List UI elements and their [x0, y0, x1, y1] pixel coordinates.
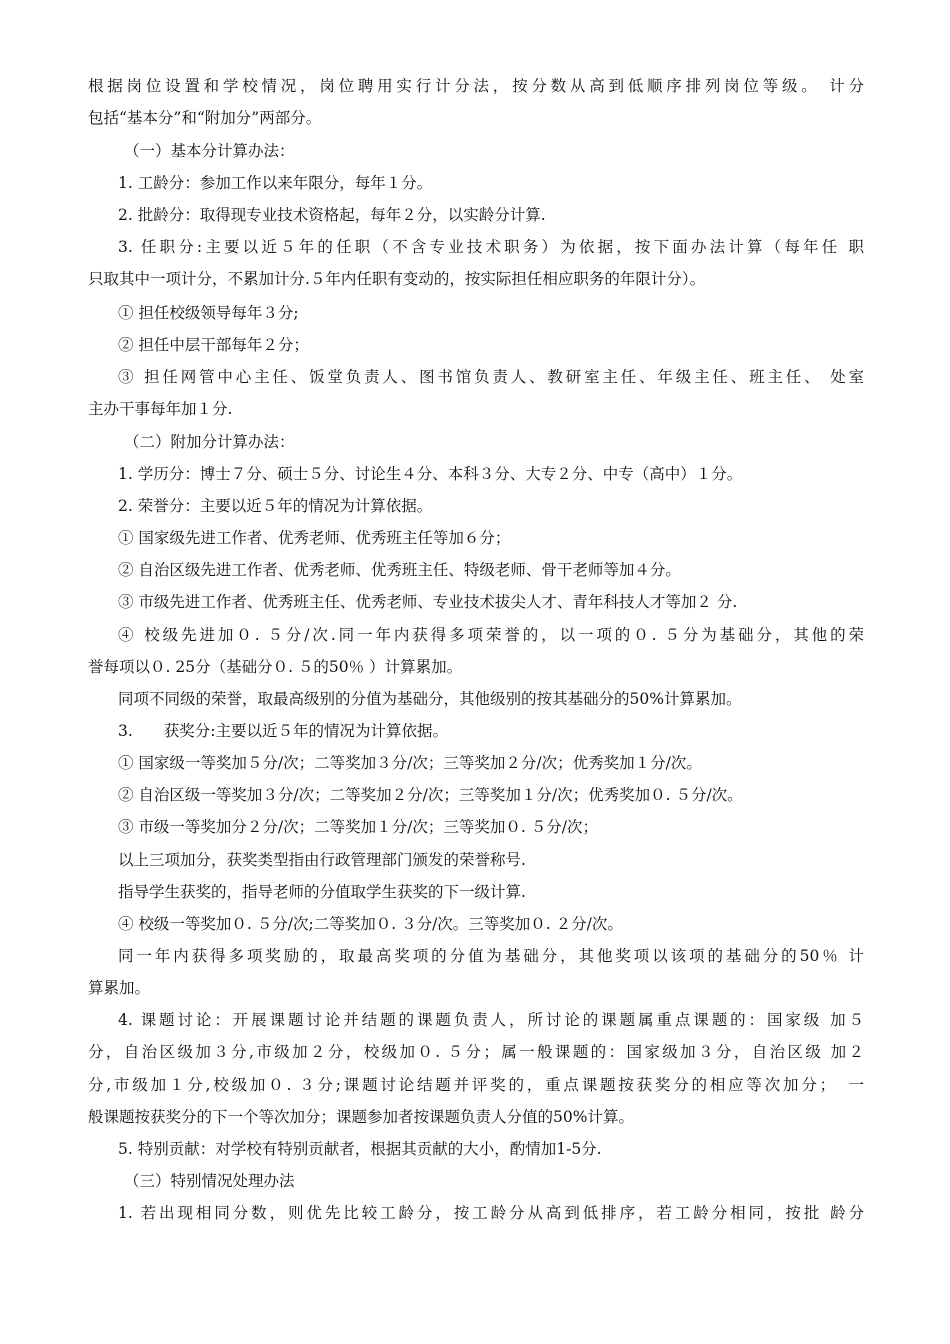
item-seniority-score: 1. 工龄分：参加工作以来年限分，每年１分。 [118, 174, 433, 192]
subitem-other-posts-line-1: ③ 担任网管中心主任、饭堂负责人、图书馆负责人、教研室主任、年级主任、班主任、 处室 [118, 368, 864, 386]
paragraph-intro-line-1: 根据岗位设置和学校情况，岗位聘用实行计分法，按分数从高到低顺序排列岗位等级。 计分 [88, 77, 864, 95]
item-special-contribution: 5. 特别贡献：对学校有特别贡献者，根据其贡献的大小，酌情加1-5分. [118, 1140, 602, 1158]
section-heading-special-cases: （三）特别情况处理办法 [124, 1172, 295, 1190]
note-same-honor-levels: 同项不同级的荣誉，取最高级别的分值为基础分，其他级别的按其基础分的50%计算累加。 [118, 690, 742, 708]
note-award-types: 以上三项加分，获奖类型指由行政管理部门颁发的荣誉称号. [118, 851, 526, 869]
item-research-line-2: 分，自治区级加３分,市级加２分，校级加０. ５分；属一般课题的：国家级加３分，自治区级 加２ [88, 1043, 864, 1061]
subitem-city-honor: ③ 市级先进工作者、优秀班主任、优秀老师、专业技术拔尖人才、青年科技人才等加２ 分. [118, 593, 738, 611]
note-multiple-awards-line-2: 算累加。 [88, 979, 151, 997]
item-title-age-score: 2. 批龄分：取得现专业技术资格起，每年２分，以实龄分计算. [118, 206, 546, 224]
item-research-line-1: 4. 课题讨论：开展课题讨论并结题的课题负责人，所讨论的课题属重点课题的：国家级 加５ [118, 1011, 864, 1029]
item-position-score-line-2: 只取其中一项计分，不累加计分.５年内任职有变动的，按实际担任相应职务的年限计分）。 [88, 270, 706, 288]
item-award-score: 3. 获奖分:主要以近５年的情况为计算依据。 [118, 722, 449, 740]
subitem-school-honor-line-1: ④ 校级先进加０. ５分/次.同一年内获得多项荣誉的，以一项的０. ５分为基础分，其他的荣 [118, 626, 864, 644]
subitem-national-honor: ① 国家级先进工作者、优秀老师、优秀班主任等加６分； [118, 529, 511, 547]
section-heading-basic-score: （一）基本分计算办法： [124, 142, 295, 160]
item-research-line-4: 般课题按获奖分的下一个等次加分；课题参加者按课题负责人分值的50%计算。 [88, 1108, 634, 1126]
subitem-school-leader: ① 担任校级领导每年３分; [118, 304, 299, 322]
section-heading-extra-score: （二）附加分计算办法： [124, 433, 295, 451]
subitem-school-honor-line-2: 誉每项以０. 25分（基础分０. ５的50％ ）计算累加。 [88, 658, 463, 676]
item-tie-breaking: 1. 若出现相同分数，则优先比较工龄分，按工龄分从高到低排序，若工龄分相同，按批 龄分 [118, 1204, 864, 1222]
subitem-city-award: ③ 市级一等奖加分２分/次；二等奖加１分/次；三等奖加０. ５分/次； [118, 818, 598, 836]
subitem-regional-award: ② 自治区级一等奖加３分/次；二等奖加２分/次；三等奖加１分/次；优秀奖加０. ５分/次。 [118, 786, 743, 804]
subitem-middle-cadre: ② 担任中层干部每年２分； [118, 336, 309, 354]
note-student-guidance: 指导学生获奖的，指导老师的分值取学生获奖的下一级计算. [118, 883, 526, 901]
subitem-other-posts-line-2: 主办干事每年加１分. [88, 400, 233, 418]
subitem-national-award: ① 国家级一等奖加５分/次；二等奖加３分/次；三等奖加２分/次；优秀奖加１分/次。 [118, 754, 702, 772]
item-position-score-line-1: 3. 任职分:主要以近５年的任职（不含专业技术职务）为依据，按下面办法计算（每年任 职 [118, 238, 864, 256]
item-honor-score: 2. 荣誉分：主要以近５年的情况为计算依据。 [118, 497, 433, 515]
subitem-regional-honor: ② 自治区级先进工作者、优秀老师、优秀班主任、特级老师、骨干老师等加４分。 [118, 561, 681, 579]
note-multiple-awards-line-1: 同一年内获得多项奖励的，取最高奖项的分值为基础分，其他奖项以该项的基础分的50％ 计 [118, 947, 864, 965]
item-education-score: 1. 学历分：博士７分、硕士５分、讨论生４分、本科３分、大专２分、中专（高中）１分。 [118, 465, 743, 483]
paragraph-intro-line-2: 包括“基本分”和“附加分”两部分。 [88, 109, 322, 127]
item-research-line-3: 分,市级加１分,校级加０. ３分;课题讨论结题并评奖的，重点课题按获奖分的相应等次加分； 一 [88, 1076, 864, 1094]
subitem-school-award: ④ 校级一等奖加０. ５分/次;二等奖加０. ３分/次。三等奖加０. ２分/次。 [118, 915, 623, 933]
